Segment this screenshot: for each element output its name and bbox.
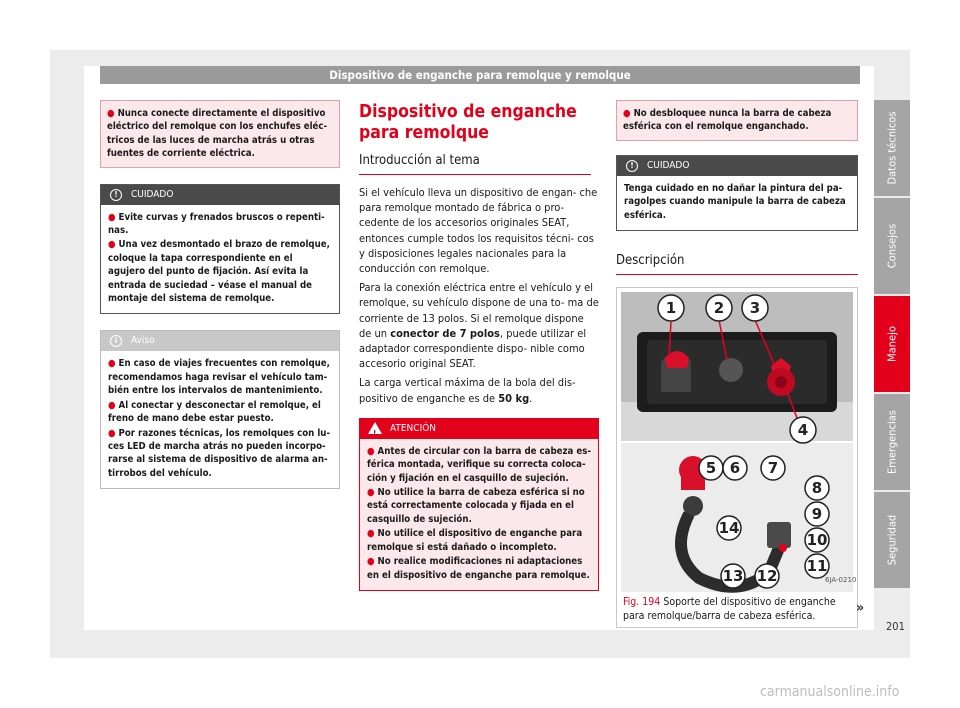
info-icon: i (110, 335, 122, 347)
page-number: 201 (886, 620, 905, 633)
cuidado-body (101, 205, 339, 314)
list-item: ● Evite curvas y frenados bruscos o repenti- nas. (108, 211, 325, 237)
cuidado-title: CUIDADO (131, 188, 174, 200)
continue-mark: » (856, 600, 865, 616)
callout-6: 6 (729, 459, 741, 478)
watermark: carmanualsonline.info (760, 684, 900, 700)
warning-note-text: No desbloquee nunca la barra de cabeza esférica con el remolque enganchado. (623, 108, 832, 133)
figure-label: Fig. 194 (623, 596, 661, 609)
warning-note (616, 100, 858, 141)
tab-datos-tecnicos[interactable]: Datos técnicos (874, 100, 910, 196)
callout-2: 2 (713, 299, 725, 318)
callout-14: 14 (718, 519, 740, 538)
warning-note (100, 100, 340, 168)
list-item: ● En caso de viajes frecuentes con remolque, recomendamos haga revisar el vehículo tam- bién entre los intervalos de mantenimiento. (108, 358, 330, 397)
cuidado-header (101, 185, 339, 205)
figure-image (621, 292, 857, 592)
aviso-header (101, 331, 339, 351)
tab-consejos[interactable]: Consejos (874, 198, 910, 294)
list-item: ● Una vez desmontado el brazo de remolque, coloque la tapa correspondiente en el agujero del punto de fijación. Así evita la entrada de suciedad – véase el manual de montaje del sistema de remolque. (108, 239, 330, 305)
cuidado-title: CUIDADO (647, 159, 690, 171)
cuidado-box (616, 155, 858, 231)
callout-13: 13 (722, 567, 744, 586)
list-item: ● No realice modificaciones ni adaptaciones en el dispositivo de enganche para remolque. (367, 556, 590, 581)
list-item: ● No utilice el dispositivo de enganche para remolque si está dañado o incompleto. (367, 528, 583, 553)
figure-caption (621, 596, 853, 623)
paragraph: Si el vehículo lleva un dispositivo de engan- che para remolque montado de fábrica o pro- cedente de los accesorios originales SEAT, entonces cumple todos los requisitos técni- cos y disposiciones legales nacionales para la conducción con remolque. (359, 186, 598, 276)
cuidado-box (100, 184, 340, 315)
section-title: Dispositivo de enganche para remolque (359, 102, 577, 143)
cuidado-body (617, 176, 857, 230)
figure-caption-text: Soporte del dispositivo de enganche para remolque/barra de cabeza esférica. (623, 596, 836, 622)
list-item: ● Antes de circular con la barra de cabeza es- férica montada, verifique su correcta coloca- ción y fijación en el casquillo de sujeción. (367, 445, 591, 484)
list-item: ● No utilice la barra de cabeza esférica si no está correctamente colocada y fijada en el casquillo de sujeción. (367, 487, 585, 525)
callout-9: 9 (811, 505, 823, 524)
callout-5: 5 (705, 459, 717, 478)
atencion-box (359, 418, 599, 591)
callout-12: 12 (756, 567, 778, 586)
aviso-body (101, 351, 339, 488)
tow-hitch-illustration (621, 292, 857, 592)
running-head: Dispositivo de enganche para remolque y remolque (100, 66, 860, 84)
column-1 (100, 100, 340, 489)
description-heading: Descripción (616, 253, 858, 275)
bullet-icon: ● (623, 108, 631, 119)
chapter-tabs (874, 100, 910, 590)
callout-11: 11 (806, 557, 828, 576)
callout-1: 1 (665, 299, 677, 318)
cuidado-header (617, 156, 857, 176)
aviso-box (100, 330, 340, 489)
callout-4: 4 (797, 421, 809, 440)
info-circle-icon: ! (626, 160, 638, 172)
info-circle-icon: ! (110, 189, 122, 201)
tab-manejo[interactable]: Manejo (874, 296, 910, 392)
atencion-body (360, 439, 598, 590)
atencion-title: ATENCIÓN (390, 422, 437, 434)
body-text (359, 185, 599, 406)
aviso-title: Aviso (131, 335, 155, 347)
column-3 (616, 100, 858, 628)
callout-3: 3 (749, 299, 761, 318)
list-item: ● Por razones técnicas, los remolques con lu- ces LED de marcha atrás no pueden incorpo- rarse al sistema de dispositivo de alarma an- tirrobos del vehículo. (108, 427, 331, 479)
figure-reference: 6JA-0210 (825, 576, 857, 585)
warning-triangle-icon: ! (368, 422, 382, 434)
column-2 (359, 100, 599, 591)
section-subtitle: Introducción al tema (359, 153, 591, 175)
bullet-icon: ● (107, 108, 115, 119)
figure (616, 287, 858, 628)
warning-note-text: Nunca conecte directamente el dispositivo eléctrico del remolque con los enchufes eléc- tricos de las luces de marcha atrás u otras fuentes de corriente eléctrica. (107, 108, 328, 160)
callout-8: 8 (811, 479, 823, 498)
list-item: ● Al conectar y desconectar el remolque, el freno de mano debe estar puesto. (108, 399, 321, 425)
paragraph: Para la conexión eléctrica entre el vehículo y el remolque, su vehículo dispone de una to- ma de corriente de 13 polos. Si el remolque dispone de un conector de 7 polos, puede utilizar el adaptador correspondiente dispo- nible como accesorio original SEAT. (359, 281, 599, 371)
tab-emergencias[interactable]: Emergencias (874, 394, 910, 490)
paragraph: La carga vertical máxima de la bola del dis- positivo de enganche es de 50 kg. (359, 376, 576, 405)
cuidado-text: Tenga cuidado en no dañar la pintura del pa- ragolpes cuando manipule la barra de cabeza esférica. (624, 182, 846, 221)
atencion-header (360, 419, 598, 439)
tab-seguridad[interactable]: Seguridad (874, 492, 910, 588)
callout-7: 7 (767, 459, 779, 478)
callout-10: 10 (806, 531, 828, 550)
